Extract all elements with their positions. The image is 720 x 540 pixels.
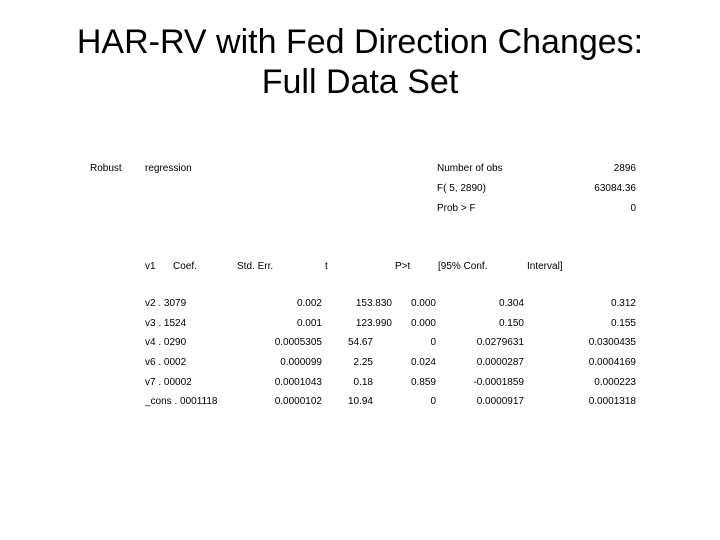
col-header-coef: Coef. <box>173 261 197 272</box>
row-label: v4 . 0290 <box>145 337 187 348</box>
cell-conf-low: 0.0000287 <box>476 357 524 368</box>
cell-conf-low: -0.0001859 <box>473 377 524 388</box>
cell-p: 0 <box>430 396 436 407</box>
stat-value-f: 63084.36 <box>594 183 636 194</box>
col-header-t: t <box>325 261 328 272</box>
cell-t: 10.94 <box>347 396 373 407</box>
col-header-stderr: Std. Err. <box>237 261 274 272</box>
cell-conf-low: 0.150 <box>498 318 524 329</box>
stat-label-f: F( 5, 2890) <box>437 183 486 194</box>
cell-conf-low: 0.0279631 <box>476 337 524 348</box>
cell-t: 2.25 <box>353 357 373 368</box>
stat-label-prob: Prob > F <box>437 203 476 214</box>
title-line-2: Full Data Set <box>261 63 459 101</box>
cell-conf-high: 0.0300435 <box>588 337 636 348</box>
cell-t: 153.830 <box>355 298 392 309</box>
row-label: v3 . 1524 <box>145 318 187 329</box>
stat-label-nobs: Number of obs <box>437 163 503 174</box>
cell-t: 0.18 <box>353 377 373 388</box>
cell-conf-high: 0.0004169 <box>588 357 636 368</box>
row-label: v6 . 0002 <box>145 357 187 368</box>
col-header-conf-high: Interval] <box>527 261 563 272</box>
cell-conf-high: 0.155 <box>610 318 636 329</box>
cell-stderr: 0.0005305 <box>274 337 322 348</box>
cell-stderr: 0.0001043 <box>274 377 322 388</box>
robust-label: Robust <box>90 163 122 174</box>
cell-conf-low: 0.0000917 <box>476 396 524 407</box>
stat-value-prob: 0 <box>630 203 636 214</box>
row-label: v2 . 3079 <box>145 298 187 309</box>
regression-label: regression <box>145 163 192 174</box>
cell-conf-low: 0.304 <box>498 298 524 309</box>
cell-conf-high: 0.312 <box>610 298 636 309</box>
cell-p: 0.000 <box>410 318 436 329</box>
col-header-var: v1 <box>145 261 156 272</box>
cell-conf-high: 0.0001318 <box>588 396 636 407</box>
cell-conf-high: 0.000223 <box>594 377 636 388</box>
col-header-conf-low: [95% Conf. <box>438 261 488 272</box>
col-header-p: P>t <box>395 261 411 272</box>
cell-stderr: 0.002 <box>296 298 322 309</box>
title-line-1: HAR-RV with Fed Direction Changes: <box>76 23 644 61</box>
cell-p: 0.000 <box>410 298 436 309</box>
cell-stderr: 0.000099 <box>280 357 322 368</box>
row-label: v7 . 00002 <box>145 377 192 388</box>
cell-p: 0.024 <box>410 357 436 368</box>
cell-stderr: 0.001 <box>296 318 322 329</box>
cell-p: 0 <box>430 337 436 348</box>
row-label: _cons . 0001118 <box>145 396 218 407</box>
stat-value-nobs: 2896 <box>613 163 636 174</box>
cell-stderr: 0.0000102 <box>274 396 322 407</box>
cell-p: 0.859 <box>410 377 436 388</box>
cell-t: 123.990 <box>355 318 392 329</box>
cell-t: 54.67 <box>347 337 373 348</box>
slide-title <box>0 22 720 102</box>
